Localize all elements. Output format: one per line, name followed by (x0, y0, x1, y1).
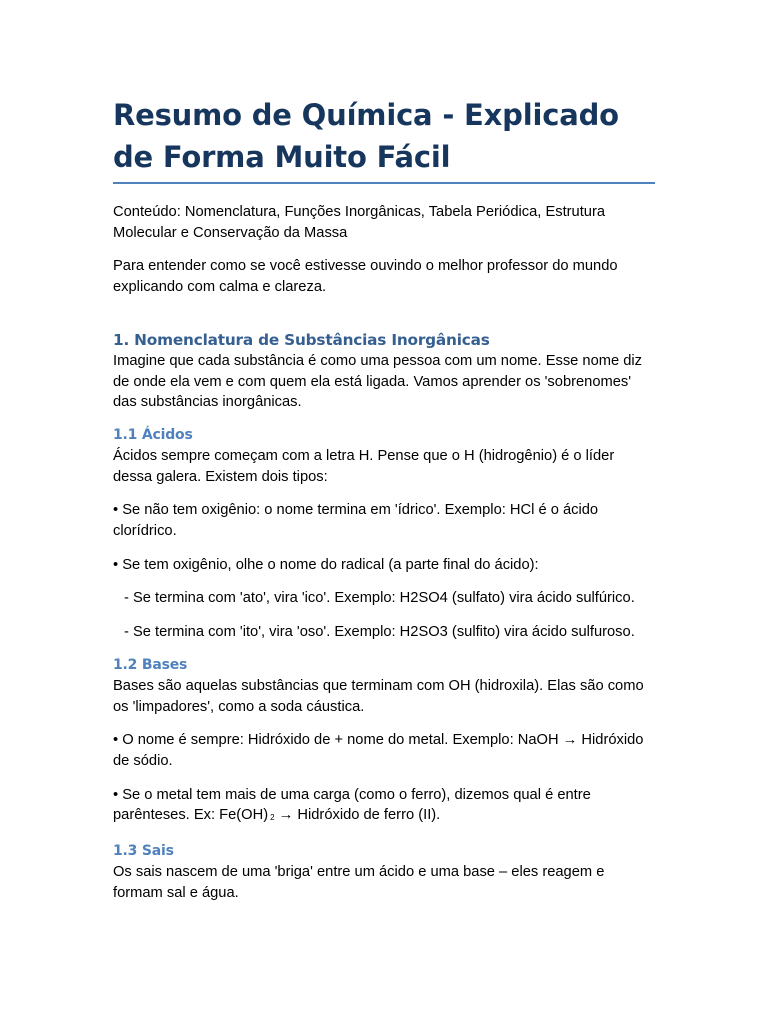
subscript-2: 2 (270, 813, 275, 823)
bases-bullet-nome: • O nome é sempre: Hidróxido de + nome do metal. Exemplo: NaOH → Hidróxido de sódio. (113, 732, 644, 769)
acidos-sub-ato: - Se termina com 'ato', vira 'ico'. Exemplo: H2SO4 (sulfato) vira ácido sulfúrico. (124, 590, 635, 607)
bases-bullet-carga-pre: • Se o metal tem mais de uma carga (como o ferro), dizemos qual é entre parênteses. Ex: Fe(OH) (113, 786, 591, 824)
subsection-heading-sais: 1.3 Sais (113, 843, 174, 860)
document-title: Resumo de Química - Explicado de Forma Muito Fácil (113, 94, 655, 184)
bases-text: Bases são aquelas substâncias que terminam com OH (hidroxila). Elas são como os 'limpadores', como a soda cáustica. (113, 677, 644, 715)
acidos-sub-ito: - Se termina com 'ito', vira 'oso'. Exemplo: H2SO3 (sulfito) vira ácido sulfuroso. (124, 624, 635, 641)
subsection-heading-bases: 1.2 Bases (113, 656, 188, 673)
document-page (113, 94, 655, 903)
bases-bullet-carga (113, 785, 655, 829)
acidos-bullet-com-oxigenio: • Se tem oxigênio, olhe o nome do radical (a parte final do ácido): (113, 556, 539, 573)
section-nomenclatura-text: Imagine que cada substância é como uma pessoa com um nome. Esse nome diz de onde ela vem e com quem ela está ligada. Vamos aprender os 'sobrenomes' das substâncias inorgânicas. (113, 352, 643, 411)
intro-content-paragraph: Conteúdo: Nomenclatura, Funções Inorgânicas, Tabela Periódica, Estrutura Molecular e Conservação da Massa (113, 204, 606, 241)
section-heading-nomenclatura: 1. Nomenclatura de Substâncias Inorgânicas (113, 330, 490, 349)
acidos-bullet-sem-oxigenio: • Se não tem oxigênio: o nome termina em 'ídrico'. Exemplo: HCl é o ácido clorídrico. (113, 502, 599, 540)
bases-bullet-carga-post: → Hidróxido de ferro (II). (274, 807, 441, 824)
intro-purpose-paragraph: Para entender como se você estivesse ouvindo o melhor professor do mundo explicando com calma e clareza. (113, 258, 618, 296)
acidos-text: Ácidos sempre começam com a letra H. Pense que o H (hidrogênio) é o líder dessa galera. Existem dois tipos: (113, 447, 615, 485)
subsection-heading-acidos: 1.1 Ácidos (113, 426, 193, 443)
sais-text: Os sais nascem de uma 'briga' entre um ácido e uma base – eles reagem e formam sal e água. (113, 864, 605, 901)
